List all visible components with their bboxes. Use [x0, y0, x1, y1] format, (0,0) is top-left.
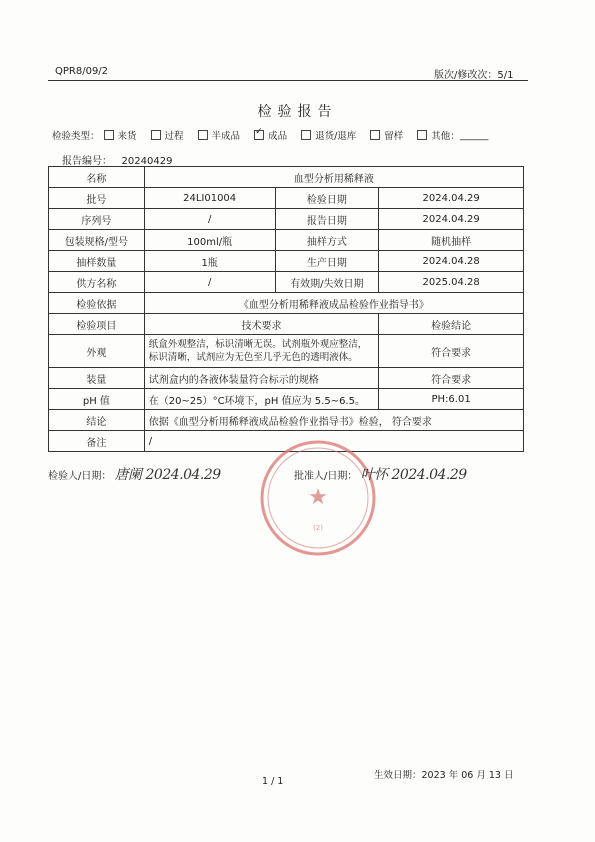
table-row	[49, 230, 524, 251]
expiry-label: 有效期/失效日期	[275, 272, 379, 293]
supplier-label: 供方名称	[49, 272, 145, 293]
report-date-label: 报告日期	[275, 209, 379, 230]
inspection-type-row	[52, 128, 502, 142]
effective-date	[374, 767, 513, 781]
req-cell: 纸盒外观整洁，标识清晰无误。试剂瓶外观应整洁，标识清晰，试剂应为无色至几乎无色的透明液体。	[144, 335, 378, 368]
batch-value: 24LI01004	[144, 188, 275, 209]
approver-handwriting: 叶怀 2024.04.29	[360, 467, 467, 483]
approver-label: 批准人/日期：	[294, 471, 358, 482]
remark-value: /	[144, 431, 523, 452]
report-number	[62, 152, 172, 167]
type-option-retained-sample[interactable]	[370, 128, 403, 142]
table-row	[49, 410, 524, 431]
table-row	[49, 167, 524, 188]
type-option-semi-finished[interactable]	[198, 128, 241, 142]
svg-text:★: ★	[308, 485, 328, 510]
supplier-value: /	[144, 272, 275, 293]
svg-text:(2): (2)	[313, 524, 323, 532]
option-label: 来货	[117, 131, 137, 142]
checkbox[interactable]	[417, 130, 427, 140]
type-option-process[interactable]	[151, 128, 184, 142]
test-date-value: 2024.04.29	[379, 188, 524, 209]
effective-date-label: 生效日期：	[374, 770, 422, 781]
table-row	[49, 335, 524, 368]
option-label: 留样	[384, 131, 404, 142]
serial-label: 序列号	[49, 209, 145, 230]
expiry-value: 2025.04.28	[379, 272, 524, 293]
option-label: 其他：	[431, 131, 460, 142]
version-value: 5/1	[497, 70, 514, 81]
company-seal-stamp	[258, 438, 378, 558]
result-cell: PH:6.01	[379, 389, 524, 410]
header-divider	[48, 80, 528, 81]
other-blank: ______	[459, 129, 489, 141]
inspector-handwriting: 唐阑 2024.04.29	[114, 467, 221, 483]
item-cell: pH 值	[49, 389, 145, 410]
col-result-header: 检验结论	[379, 314, 524, 335]
inspector-signature-row	[48, 464, 221, 484]
table-row	[49, 293, 524, 314]
table-row	[49, 272, 524, 293]
conclusion-label: 结论	[49, 410, 145, 431]
checkbox[interactable]	[301, 130, 311, 140]
prod-date-label: 生产日期	[275, 251, 379, 272]
table-row	[49, 209, 524, 230]
sampling-value: 随机抽样	[379, 230, 524, 251]
page-number: 1 / 1	[262, 776, 284, 787]
name-value: 血型分析用稀释液	[144, 167, 523, 188]
checkbox[interactable]	[370, 130, 380, 140]
table-row	[49, 188, 524, 209]
col-item-header: 检验项目	[49, 314, 145, 335]
option-label: 半成品	[211, 131, 241, 142]
remark-label: 备注	[49, 431, 145, 452]
result-cell: 符合要求	[379, 368, 524, 389]
doc-code: QPR8/09/2	[55, 66, 109, 77]
report-number-label: 报告编号：	[62, 156, 112, 167]
item-cell: 外观	[49, 335, 145, 368]
report-number-value: 20240429	[121, 156, 173, 167]
table-header-row	[49, 314, 524, 335]
type-option-other[interactable]	[417, 128, 488, 142]
checkbox[interactable]	[151, 130, 161, 140]
conclusion-value: 依据《血型分析用稀释液成品检验作业指导书》检验， 符合要求	[144, 410, 523, 431]
pack-value: 100ml/瓶	[144, 230, 275, 251]
version-label	[434, 66, 513, 81]
test-date-label: 检验日期	[275, 188, 379, 209]
approver-signature-row	[294, 464, 467, 484]
qty-value: 1瓶	[144, 251, 275, 272]
col-req-header: 技术要求	[144, 314, 378, 335]
effective-date-value: 2023 年 06 月 13 日	[421, 770, 514, 781]
req-cell: 在（20~25）°C环境下，pH 值应为 5.5~6.5。	[144, 389, 378, 410]
report-table	[48, 166, 524, 452]
type-option-finished[interactable]	[254, 128, 287, 142]
serial-value: /	[144, 209, 275, 230]
batch-label: 批号	[49, 188, 145, 209]
table-row	[49, 251, 524, 272]
basis-label: 检验依据	[49, 293, 145, 314]
item-cell: 装量	[49, 368, 145, 389]
pack-label: 包装规格/型号	[49, 230, 145, 251]
table-row	[49, 368, 524, 389]
name-label: 名称	[49, 167, 145, 188]
report-date-value: 2024.04.29	[379, 209, 524, 230]
checkbox-checked[interactable]	[254, 130, 264, 140]
checkbox[interactable]	[104, 130, 114, 140]
basis-value: 《血型分析用稀释液成品检验作业指导书》	[144, 293, 523, 314]
checkbox[interactable]	[198, 130, 208, 140]
page-title: 检验报告	[257, 104, 338, 120]
inspection-type-label: 检验类型：	[52, 131, 100, 142]
result-cell: 符合要求	[379, 335, 524, 368]
option-label: 成品	[268, 131, 288, 142]
req-cell: 试剂盒内的各液体装量符合标示的规格	[144, 368, 378, 389]
qty-label: 抽样数量	[49, 251, 145, 272]
option-label: 退货/退库	[315, 131, 357, 142]
sampling-label: 抽样方式	[275, 230, 379, 251]
type-option-incoming[interactable]	[104, 128, 137, 142]
type-option-return[interactable]	[301, 128, 356, 142]
option-label: 过程	[164, 131, 184, 142]
table-row	[49, 389, 524, 410]
inspector-label: 检验人/日期：	[48, 471, 112, 482]
version-label-text: 版次/修改次：	[434, 70, 498, 81]
prod-date-value: 2024.04.28	[379, 251, 524, 272]
